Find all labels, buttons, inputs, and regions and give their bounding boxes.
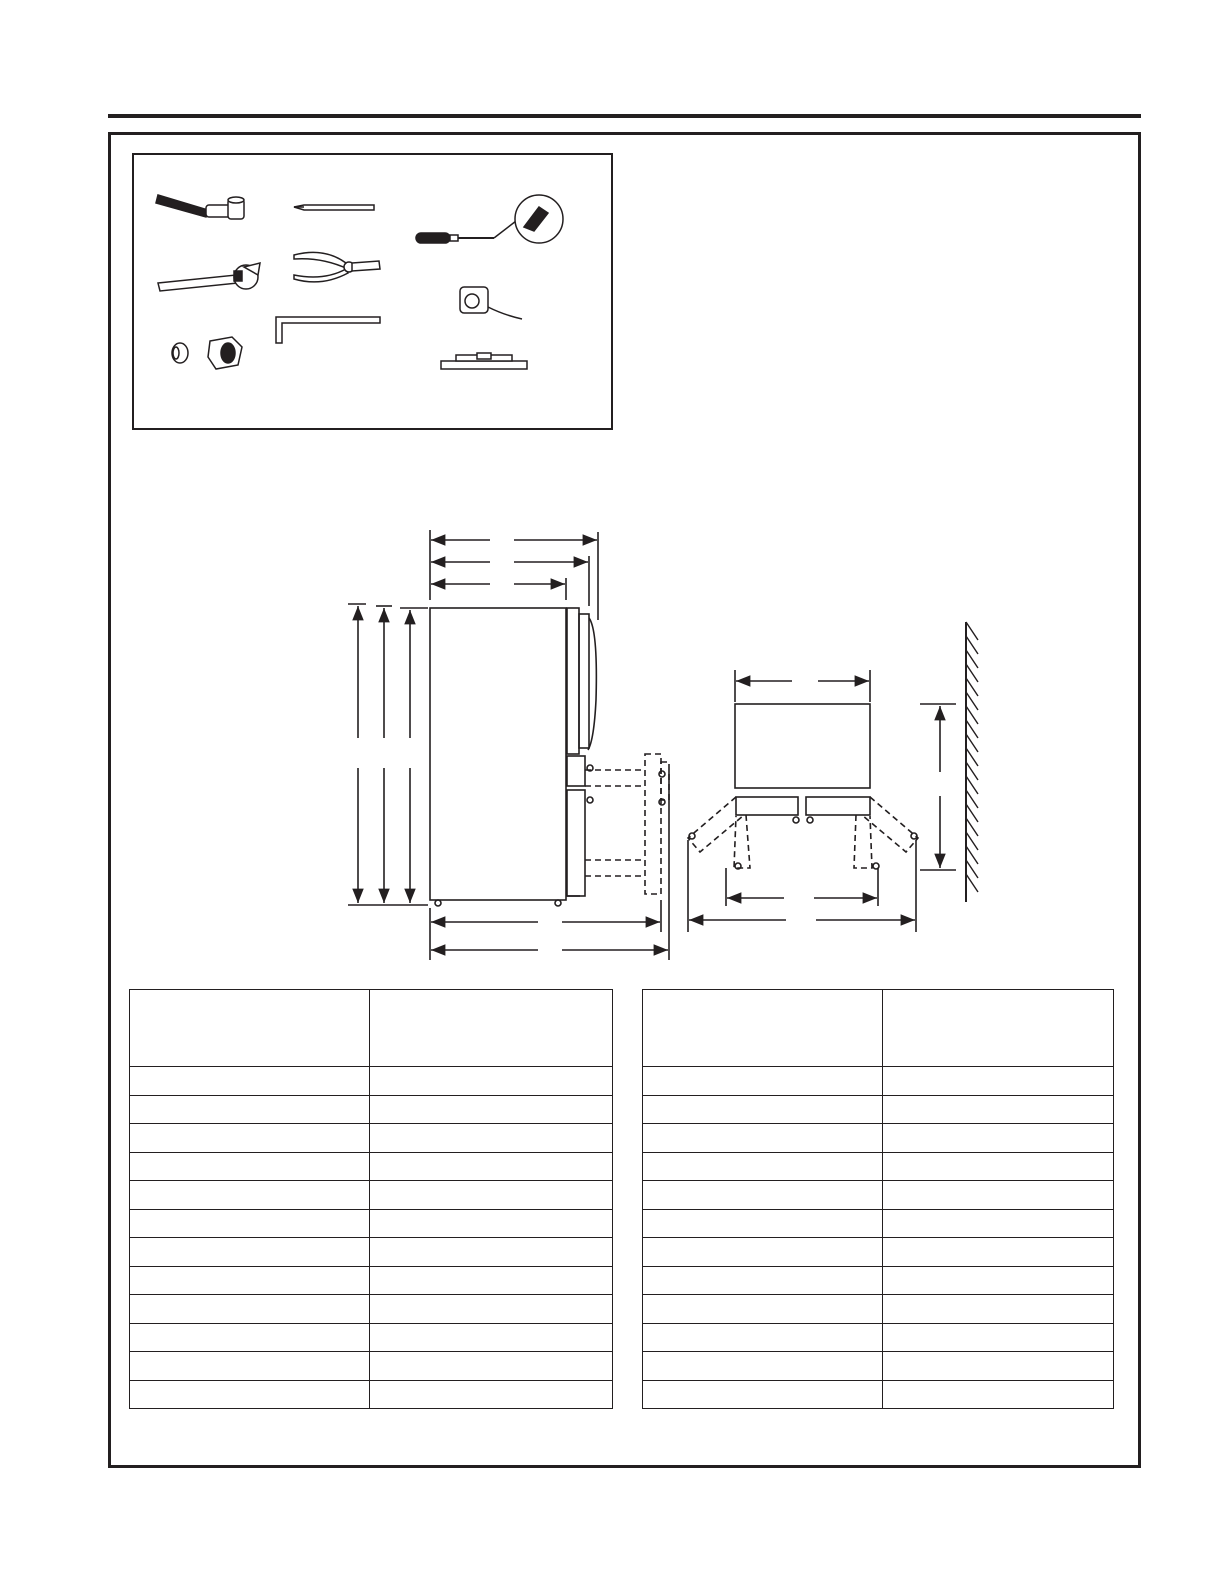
table-cell bbox=[883, 1266, 1114, 1295]
table-row bbox=[643, 1181, 1114, 1210]
column-header bbox=[643, 990, 883, 1067]
table-cell bbox=[130, 1181, 370, 1210]
table-cell bbox=[370, 1095, 613, 1124]
column-header bbox=[883, 990, 1114, 1067]
table-cell bbox=[883, 1352, 1114, 1381]
table-row bbox=[643, 1095, 1114, 1124]
table-cell bbox=[643, 1124, 883, 1153]
table-cell bbox=[643, 1352, 883, 1381]
table-cell bbox=[130, 1380, 370, 1409]
table-row bbox=[643, 1209, 1114, 1238]
table-cell bbox=[643, 1181, 883, 1210]
dimension-table-left bbox=[129, 989, 613, 1409]
table-cell bbox=[130, 1295, 370, 1324]
table-cell bbox=[370, 1067, 613, 1096]
table-cell bbox=[370, 1352, 613, 1381]
table-row bbox=[130, 1238, 613, 1267]
table-cell bbox=[643, 1067, 883, 1096]
table-cell bbox=[370, 1323, 613, 1352]
table-cell bbox=[883, 1323, 1114, 1352]
table-row bbox=[130, 1181, 613, 1210]
table-row bbox=[130, 1152, 613, 1181]
table-cell bbox=[130, 1152, 370, 1181]
column-header bbox=[370, 990, 613, 1067]
table-cell bbox=[370, 1238, 613, 1267]
table-row bbox=[643, 1295, 1114, 1324]
table-cell bbox=[370, 1124, 613, 1153]
table-row bbox=[643, 1352, 1114, 1381]
table-cell bbox=[643, 1295, 883, 1324]
table-row bbox=[130, 1380, 613, 1409]
table-cell bbox=[370, 1209, 613, 1238]
table-cell bbox=[370, 1295, 613, 1324]
table-cell bbox=[883, 1067, 1114, 1096]
column-header bbox=[130, 990, 370, 1067]
top-view-diagram bbox=[688, 622, 978, 932]
table-row bbox=[130, 1095, 613, 1124]
table-row bbox=[130, 1266, 613, 1295]
side-view-diagram bbox=[348, 530, 669, 960]
table-cell bbox=[643, 1266, 883, 1295]
table-cell bbox=[643, 1323, 883, 1352]
table-row bbox=[643, 1238, 1114, 1267]
table-cell bbox=[883, 1095, 1114, 1124]
table-row bbox=[643, 1323, 1114, 1352]
table-cell bbox=[130, 1352, 370, 1381]
table-cell bbox=[130, 1095, 370, 1124]
table-cell bbox=[883, 1181, 1114, 1210]
table-cell bbox=[643, 1095, 883, 1124]
table-cell bbox=[643, 1152, 883, 1181]
table-row bbox=[643, 1124, 1114, 1153]
table-cell bbox=[643, 1209, 883, 1238]
table-row bbox=[643, 1152, 1114, 1181]
table-row bbox=[130, 1067, 613, 1096]
table-row bbox=[643, 1067, 1114, 1096]
table-cell bbox=[370, 1266, 613, 1295]
table-row bbox=[130, 1209, 613, 1238]
table-cell bbox=[130, 1124, 370, 1153]
table-cell bbox=[643, 1238, 883, 1267]
table-cell bbox=[883, 1295, 1114, 1324]
dimension-table-right bbox=[642, 989, 1114, 1409]
table-cell bbox=[370, 1152, 613, 1181]
table-row bbox=[130, 1124, 613, 1153]
table-cell bbox=[130, 1209, 370, 1238]
table-cell bbox=[130, 1323, 370, 1352]
table-cell bbox=[883, 1152, 1114, 1181]
table-cell bbox=[130, 1266, 370, 1295]
table-row bbox=[130, 1352, 613, 1381]
table-row bbox=[643, 1266, 1114, 1295]
table-cell bbox=[130, 1238, 370, 1267]
table-cell bbox=[883, 1124, 1114, 1153]
table-cell bbox=[130, 1067, 370, 1096]
table-cell bbox=[883, 1238, 1114, 1267]
table-row bbox=[643, 1380, 1114, 1409]
table-cell bbox=[370, 1181, 613, 1210]
table-cell bbox=[643, 1380, 883, 1409]
table-cell bbox=[883, 1209, 1114, 1238]
table-row bbox=[130, 1295, 613, 1324]
table-row bbox=[130, 1323, 613, 1352]
table-cell bbox=[370, 1380, 613, 1409]
table-cell bbox=[883, 1380, 1114, 1409]
